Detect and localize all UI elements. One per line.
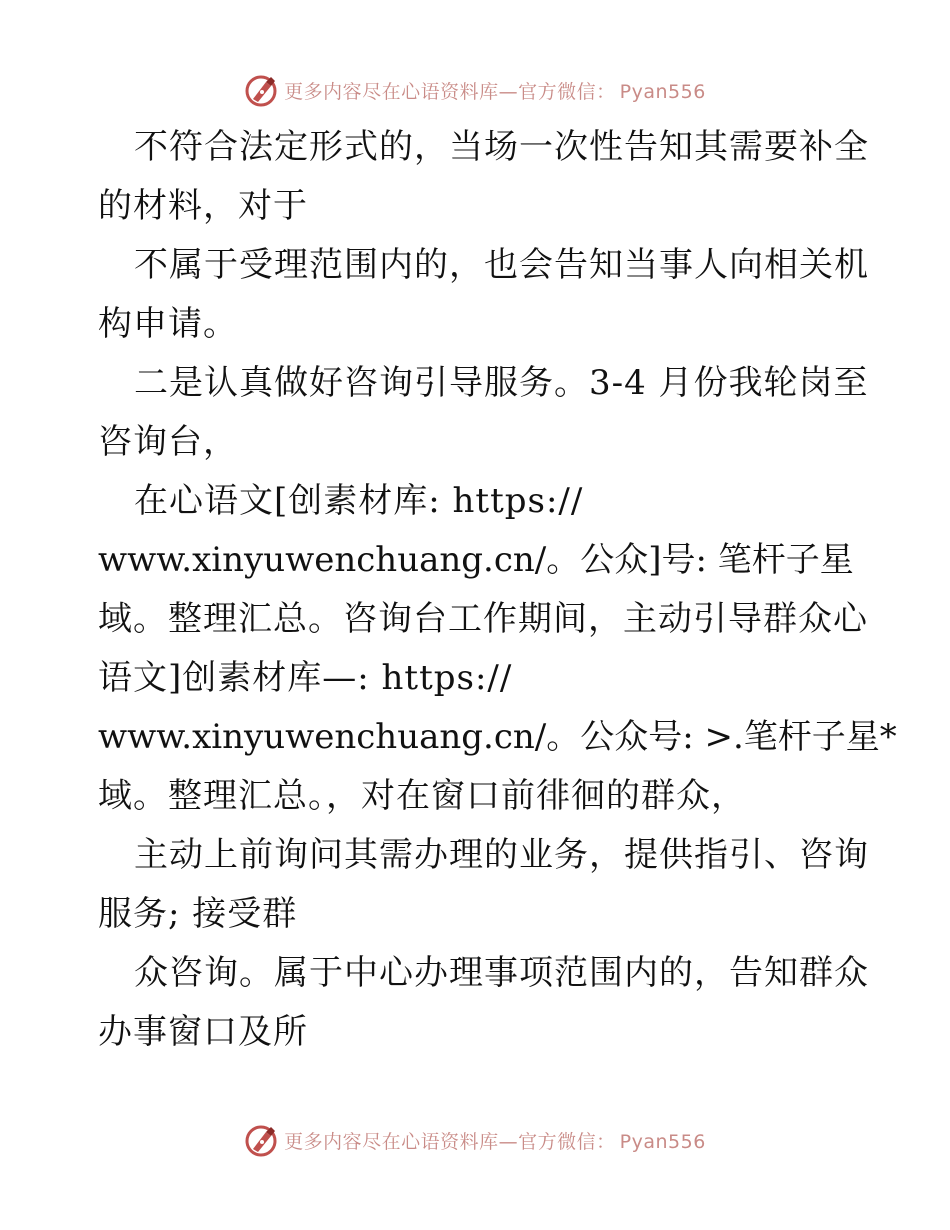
text-line: 服务; 接受群 xyxy=(98,894,298,934)
text-line: 域。整理汇总。咨询台工作期间，主动引导群众心 xyxy=(98,599,868,639)
header-watermark xyxy=(0,70,950,110)
watermark-text: 更多内容尽在心语资料库—官方微信： Pyan556 xyxy=(284,1130,706,1153)
text-line: 在心语文[创素材库: https:// xyxy=(134,481,584,521)
text-line: 主动上前询问其需办理的业务，提供指引、咨询 xyxy=(134,835,869,875)
text-line: 构申请。 xyxy=(98,304,238,344)
text-line: www.xinyuwenchuang.cn/。公众号: >.笔杆子星* xyxy=(98,717,897,757)
text-line: 语文]创素材库—: https:// xyxy=(98,658,513,698)
text-line: 域。整理汇总。，对在窗口前徘徊的群众， xyxy=(98,776,746,816)
text-line: 不属于受理范围内的，也会告知当事人向相关机 xyxy=(134,245,869,285)
body-text xyxy=(98,118,897,1062)
footer-watermark xyxy=(0,1120,950,1160)
text-line: 咨询台， xyxy=(98,422,238,462)
text-line: www.xinyuwenchuang.cn/。公众]号: 笔杆子星 xyxy=(98,540,854,580)
text-line: 众咨询。属于中心办理事项范围内的，告知群众 xyxy=(134,953,869,993)
text-line: 办事窗口及所 xyxy=(98,1012,308,1052)
watermark-text: 更多内容尽在心语资料库—官方微信： Pyan556 xyxy=(284,80,706,103)
text-line: 的材料，对于 xyxy=(98,186,308,226)
text-line: 不符合法定形式的，当场一次性告知其需要补全 xyxy=(134,127,869,167)
pen-nib-logo-icon xyxy=(244,1123,278,1157)
text-line: 二是认真做好咨询引导服务。3-4 月份我轮岗至 xyxy=(134,363,869,403)
pen-nib-logo-icon xyxy=(244,73,278,107)
